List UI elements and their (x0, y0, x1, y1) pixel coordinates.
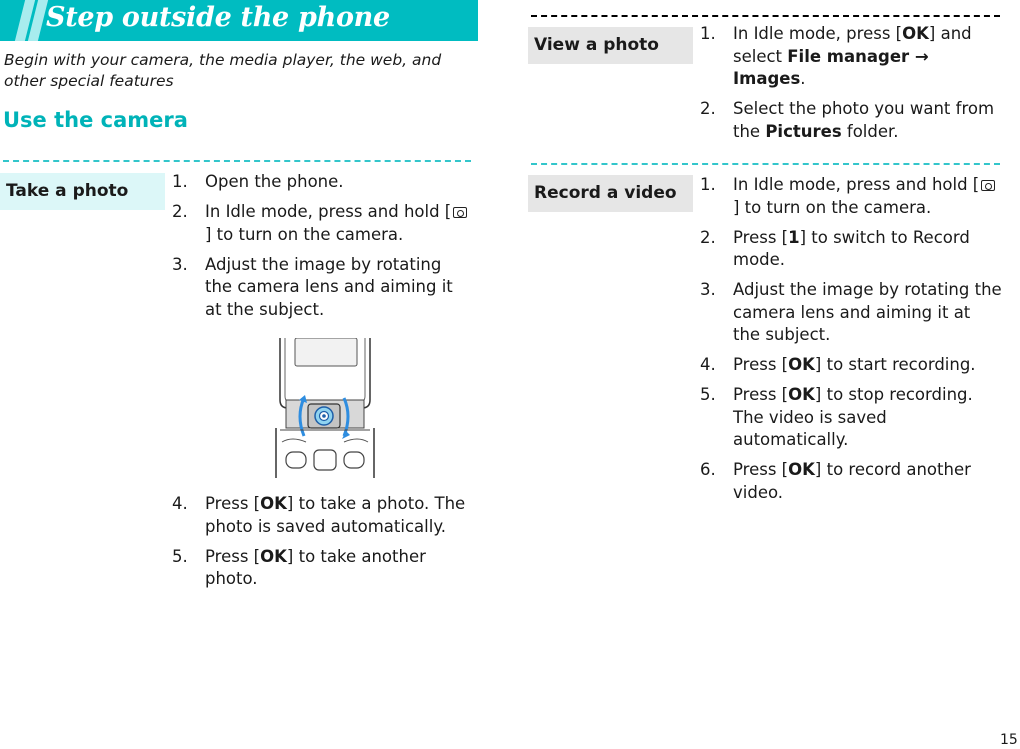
step-item: 1. Open the phone. (172, 172, 344, 191)
step-item: 5. Press [OK] to take another photo. (172, 546, 426, 588)
take-photo-steps (172, 171, 472, 329)
view-photo-steps (700, 23, 1000, 151)
section-divider (3, 160, 471, 162)
step-item: 4. Press [OK] to take a photo. The photo is saved automatically. (172, 494, 466, 536)
step-item: 3. Adjust the image by rotating the camera lens and aiming it at the subject. (700, 280, 1002, 344)
page-subtitle: Begin with your camera, the media player, the web, and other special features (4, 51, 442, 90)
take-photo-label: Take a photo (0, 173, 165, 210)
page-number: 15 (1000, 732, 1018, 748)
page-title: Step outside the phone (46, 2, 390, 33)
take-photo-steps-continued (172, 493, 472, 598)
record-video-label: Record a video (528, 175, 693, 212)
step-item: 1. In Idle mode, press and hold [] to turn on the camera. (700, 174, 1002, 219)
camera-key-icon (981, 180, 995, 191)
header-banner (0, 0, 478, 41)
camera-key-icon (453, 207, 467, 218)
section-divider (531, 15, 1000, 17)
step-item: 2. Press [1] to switch to Record mode. (700, 227, 970, 269)
section-divider (531, 163, 1000, 165)
step-item: 2. In Idle mode, press and hold [] to turn on the camera. (172, 201, 472, 246)
section-heading: Use the camera (3, 108, 188, 132)
step-item: 1. In Idle mode, press [OK] and select File manager → Images. (700, 24, 972, 88)
phone-camera-illustration (272, 338, 378, 478)
step-item: 6. Press [OK] to record another video. (700, 460, 971, 502)
step-item: 4. Press [OK] to start recording. (700, 355, 976, 374)
view-photo-label: View a photo (528, 27, 693, 64)
step-item: 2. Select the photo you want from the Pictures folder. (700, 99, 995, 141)
step-item: 3. Adjust the image by rotating the camera lens and aiming it at the subject. (172, 254, 453, 319)
record-video-steps (700, 174, 1002, 512)
step-item: 5. Press [OK] to stop recording. The video is saved automatically. (700, 385, 973, 449)
